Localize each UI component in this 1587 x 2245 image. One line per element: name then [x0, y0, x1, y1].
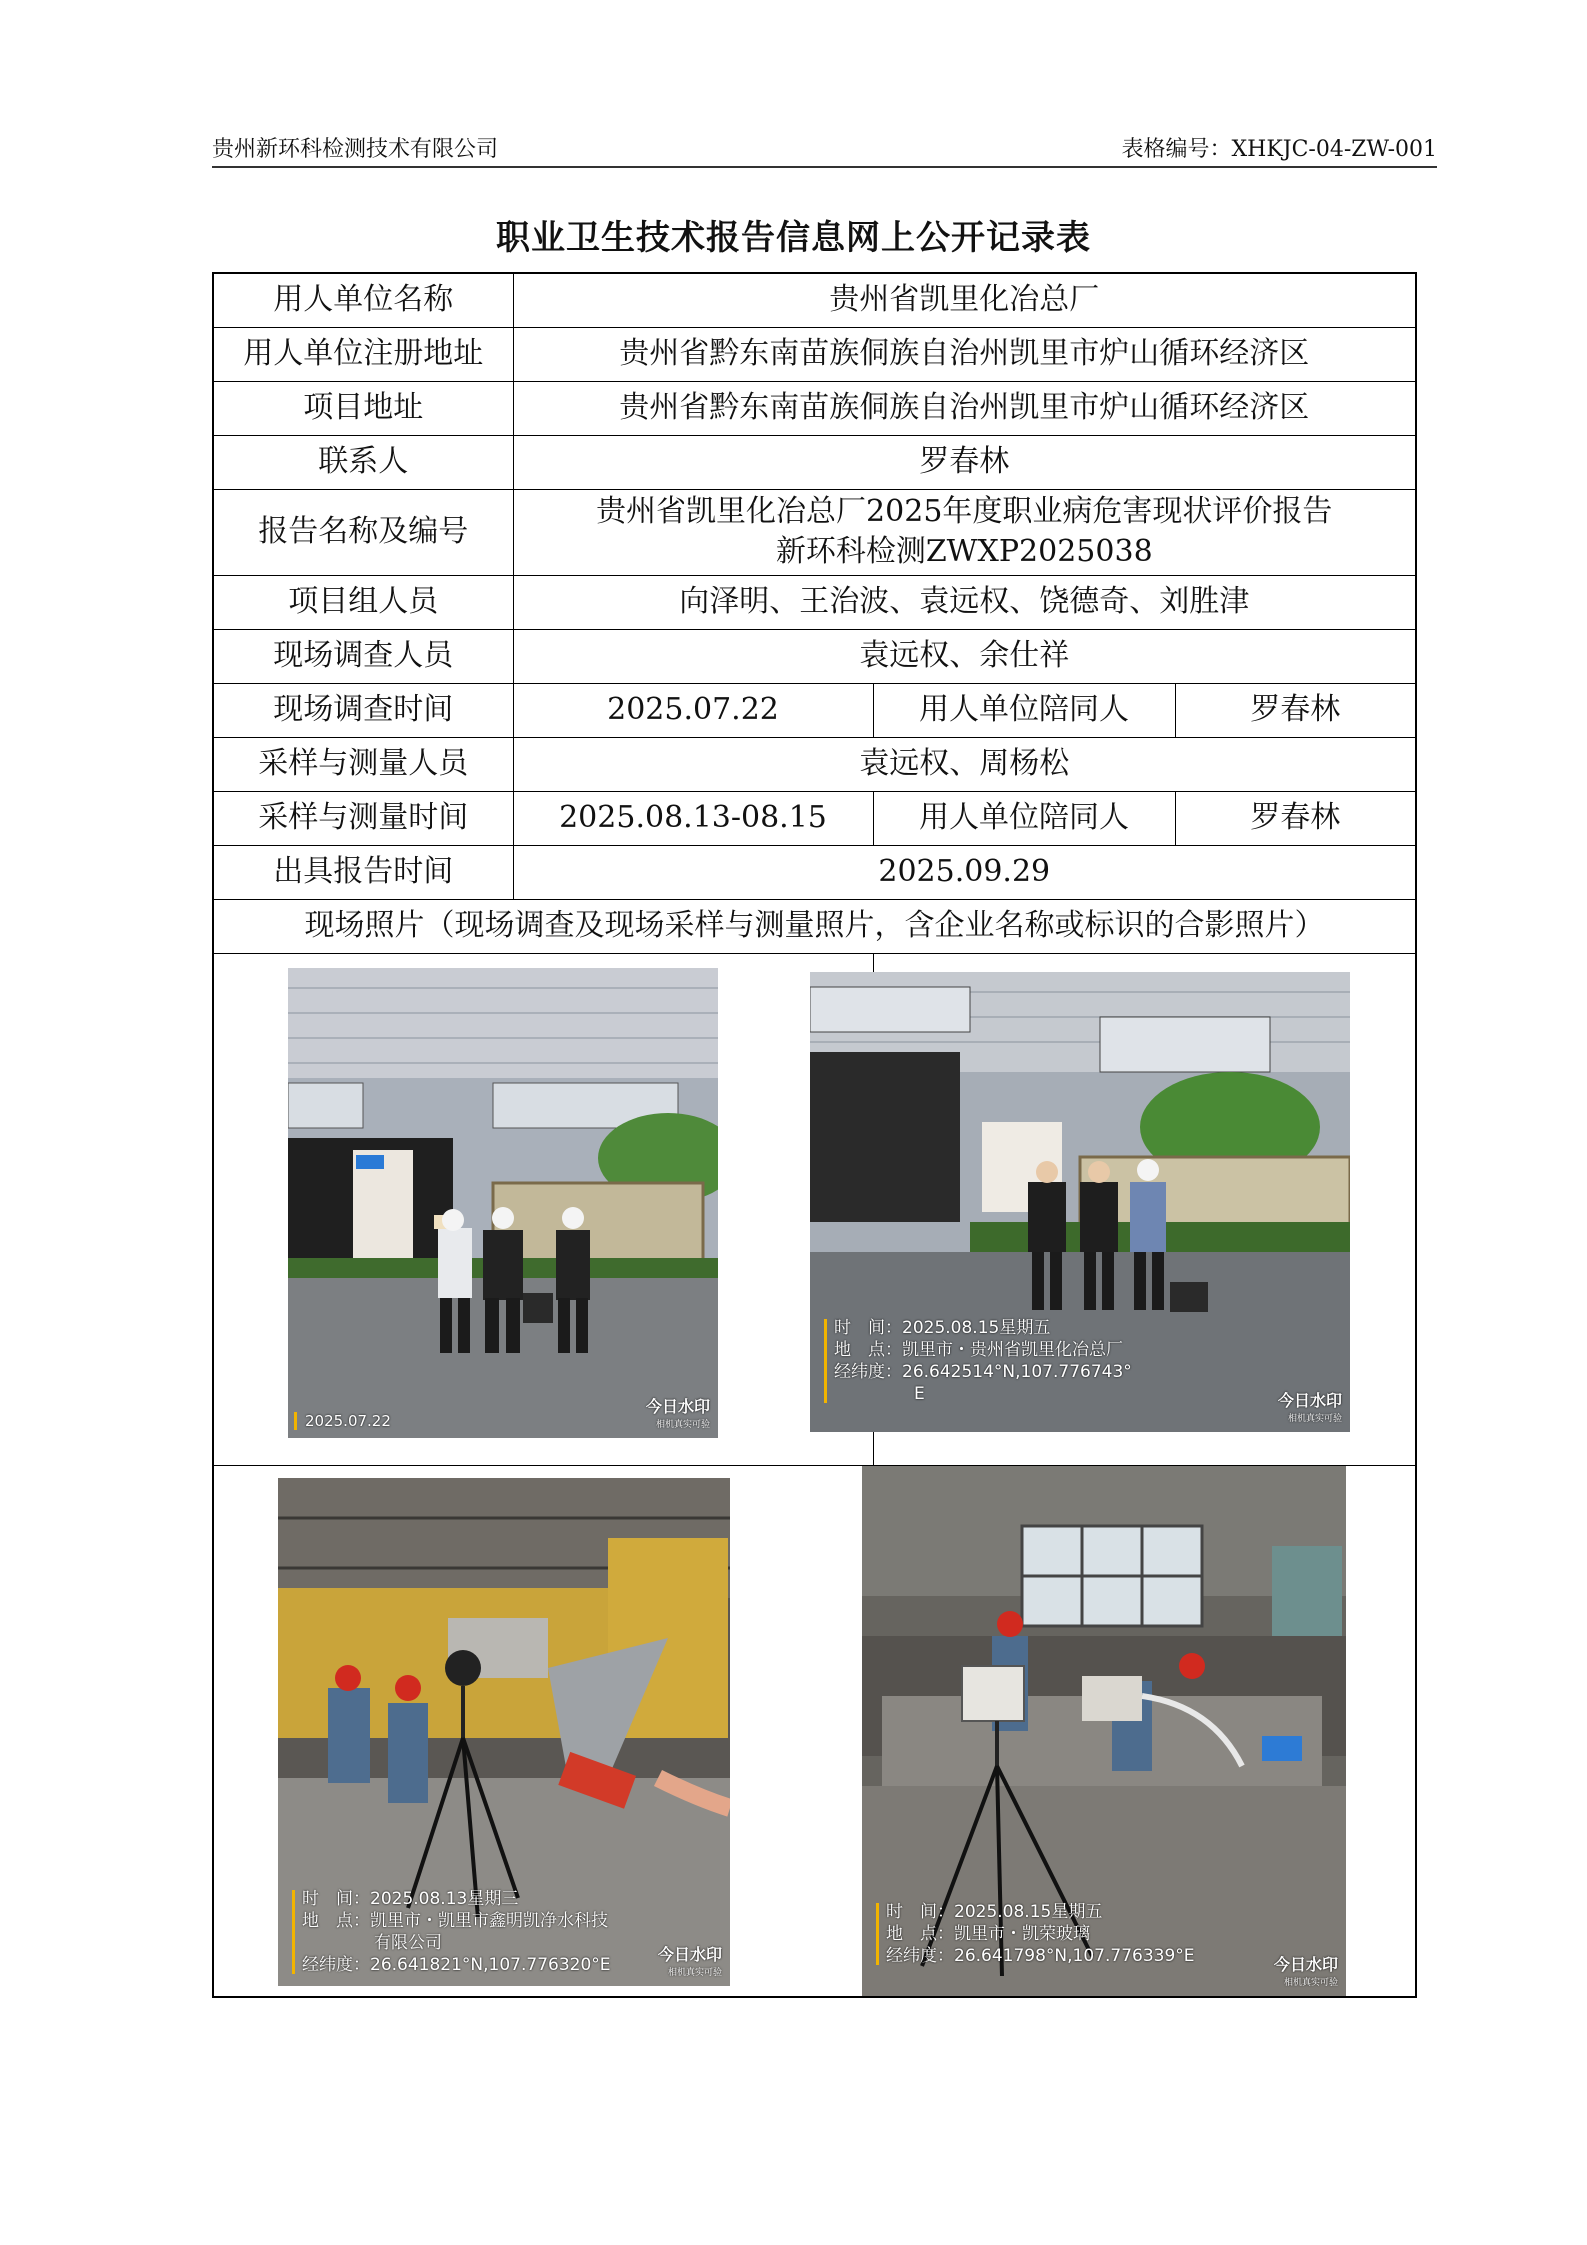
report-label: 报告名称及编号	[213, 489, 513, 575]
survey-escort-label: 用人单位陪同人	[873, 683, 1175, 737]
photo-4-watermark: 时 间：2025.08.15星期五 地 点：凯里市・凯荣玻璃 经纬度：26.641798°N,107.776339°E	[876, 1901, 1195, 1967]
page-header	[212, 130, 1437, 168]
company-name: 贵州新环科检测技术有限公司	[212, 137, 499, 162]
photo-3-watermark: 时 间：2025.08.13星期三 地 点：凯里市・凯里市鑫明凯净水科技 有限公司 经纬度：26.641821°N,107.776320°E	[292, 1888, 611, 1976]
reg-address-value: 贵州省黔东南苗族侗族自治州凯里市炉山循环经济区	[513, 327, 1416, 381]
sampling-staff-value: 袁远权、周杨松	[513, 737, 1416, 791]
site-photo-1	[288, 968, 718, 1438]
photo-1-date: 2025.07.22	[294, 1412, 391, 1430]
page-title: 职业卫生技术报告信息网上公开记录表	[496, 218, 1091, 258]
survey-staff-value: 袁远权、余仕祥	[513, 629, 1416, 683]
form-number: 表格编号：XHKJC-04-ZW-001	[1121, 137, 1437, 162]
contact-value: 罗春林	[513, 435, 1416, 489]
photo-3-watermark-brand: 今日水印 相机真实可验	[657, 1945, 722, 1978]
report-name: 贵州省凯里化冶总厂2025年度职业病危害现状评价报告	[596, 494, 1333, 529]
sampling-staff-label: 采样与测量人员	[213, 737, 513, 791]
sampling-time-value: 2025.08.13-08.15	[513, 791, 873, 845]
survey-staff-label: 现场调查人员	[213, 629, 513, 683]
project-address-label: 项目地址	[213, 381, 513, 435]
photo-2-watermark-brand: 今日水印 相机真实可验	[1277, 1391, 1342, 1424]
employer-name-value: 贵州省凯里化冶总厂	[513, 273, 1416, 327]
issue-time-value: 2025.09.29	[513, 845, 1416, 899]
photo-2-watermark: 时 间：2025.08.15星期五 地 点：凯里市・贵州省凯里化冶总厂 经纬度：26.642514°N,107.776743° E	[824, 1317, 1132, 1405]
issue-time-label: 出具报告时间	[213, 845, 513, 899]
sampling-escort-label: 用人单位陪同人	[873, 791, 1175, 845]
survey-escort-value: 罗春林	[1175, 683, 1416, 737]
factory-entrance-image	[288, 968, 718, 1438]
survey-time-value: 2025.07.22	[513, 683, 873, 737]
photos-heading: 现场照片（现场调查及现场采样与测量照片，含企业名称或标识的合影照片）	[213, 899, 1416, 953]
report-number: 新环科检测ZWXP2025038	[775, 534, 1153, 569]
site-photo-4	[862, 1466, 1346, 1996]
site-photo-2	[810, 972, 1350, 1432]
employer-name-label: 用人单位名称	[213, 273, 513, 327]
photo-4-watermark-brand: 今日水印 相机真实可验	[1273, 1955, 1338, 1988]
site-photo-3	[278, 1478, 730, 1986]
report-value	[513, 489, 1416, 575]
sampling-time-label: 采样与测量时间	[213, 791, 513, 845]
reg-address-label: 用人单位注册地址	[213, 327, 513, 381]
team-value: 向泽明、王治波、袁远权、饶德奇、刘胜津	[513, 575, 1416, 629]
photo-1-watermark-brand: 今日水印 相机真实可验	[645, 1397, 710, 1430]
survey-time-label: 现场调查时间	[213, 683, 513, 737]
team-label: 项目组人员	[213, 575, 513, 629]
sampling-escort-value: 罗春林	[1175, 791, 1416, 845]
contact-label: 联系人	[213, 435, 513, 489]
project-address-value: 贵州省黔东南苗族侗族自治州凯里市炉山循环经济区	[513, 381, 1416, 435]
